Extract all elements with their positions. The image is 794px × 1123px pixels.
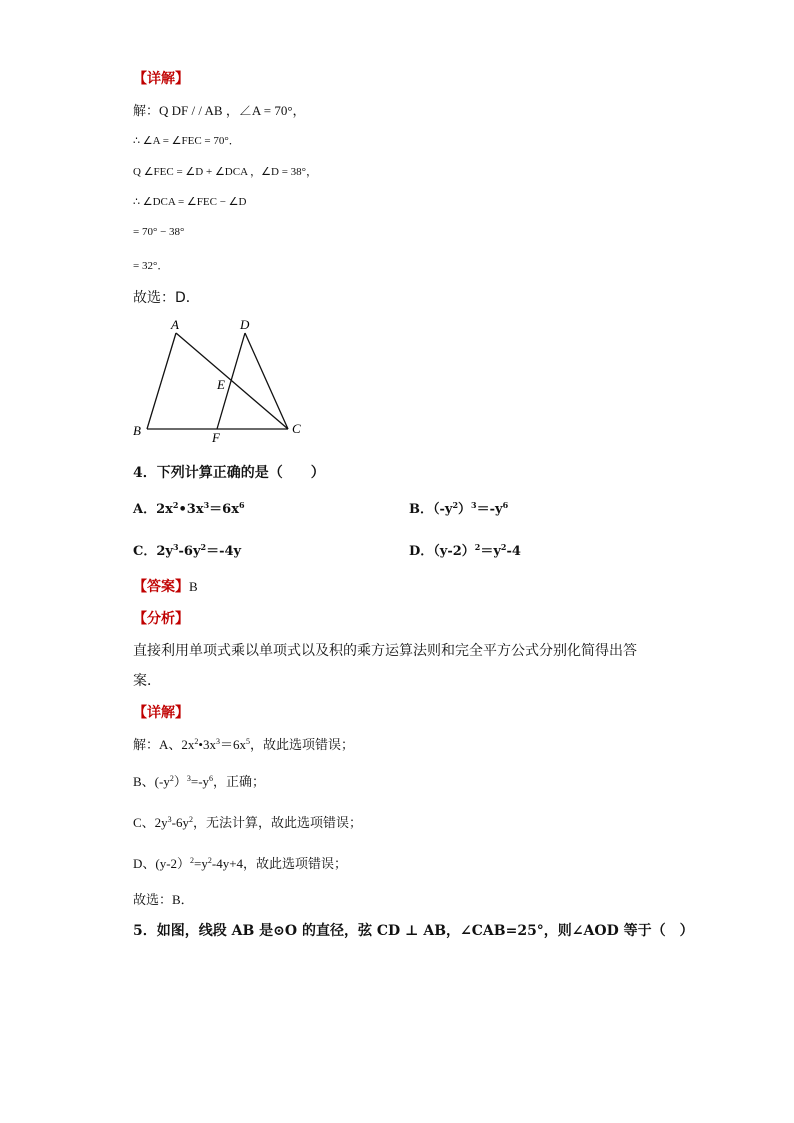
label-A: A bbox=[171, 317, 179, 332]
analysis-text-2: 案． bbox=[133, 673, 161, 689]
segment-DC bbox=[245, 333, 288, 429]
label-D: D bbox=[240, 317, 250, 332]
answer-heading: 【答案】 bbox=[133, 579, 189, 595]
solution-line-4: ∴ ∠DCA = ∠FEC − ∠D bbox=[133, 196, 247, 208]
detail-line-b: B、$(-y^2)^3=-y^6$，正确； bbox=[133, 774, 266, 789]
detail-line-d: D、$(y-2)^2=y^2-4y+4$，故此选项错误； bbox=[133, 856, 348, 871]
solution-line-3: Q ∠FEC = ∠D + ∠DCA ，∠D = 38°， bbox=[133, 166, 318, 178]
detail-heading-2: 【详解】 bbox=[133, 705, 189, 721]
detail-line-a: 解：A、$2x^2•3x^3=6x^5$，故此选项错误； bbox=[133, 737, 354, 752]
segment-AC bbox=[176, 333, 288, 429]
question4-stem: 4．下列计算正确的是（ ） bbox=[133, 465, 325, 481]
label-F: F bbox=[212, 430, 220, 445]
triangle-figure bbox=[128, 315, 308, 445]
solution-line-6: = 32°． bbox=[133, 260, 169, 272]
option-d: D．$(y-2)^2=y^2-4$ bbox=[409, 542, 521, 559]
option-c: C．$2y^3-6y^2=-4y$ bbox=[133, 542, 242, 559]
detail-line-c: C、$2y^3-6y^2$，无法计算，故此选项错误； bbox=[133, 815, 363, 830]
solution-line-5: = 70° − 38° bbox=[133, 226, 185, 238]
detail-choice: 故选：B． bbox=[133, 892, 194, 907]
answer-value: B bbox=[189, 579, 198, 594]
label-C: C bbox=[292, 421, 301, 436]
analysis-text-1: 直接利用单项式乘以单项式以及积的乘方运算法则和完全平方公式分别化简得出答 bbox=[133, 643, 637, 659]
solution-line-2: ∴ ∠A = ∠FEC = 70°． bbox=[133, 135, 240, 147]
option-b: B．$(-y^2)^3=-y^6$ bbox=[409, 500, 509, 517]
solution-line-1: 解：Q DF / / AB ，∠A = 70°， bbox=[133, 103, 306, 118]
solution-choice: 故选：D． bbox=[133, 290, 200, 306]
option-a: A．$2x^2•3x^3=6x^6$ bbox=[133, 500, 245, 517]
label-E: E bbox=[217, 377, 225, 392]
question5-stem: 5．如图，线段 AB 是⊙O 的直径，弦 CD ⊥ AB，∠CAB=25°，则∠AOD 等于（ ） bbox=[133, 923, 694, 939]
analysis-heading: 【分析】 bbox=[133, 611, 189, 627]
label-B: B bbox=[133, 423, 141, 438]
answer-line bbox=[133, 576, 198, 596]
segment-AB bbox=[147, 333, 176, 429]
detail-heading-1: 【详解】 bbox=[133, 71, 189, 87]
